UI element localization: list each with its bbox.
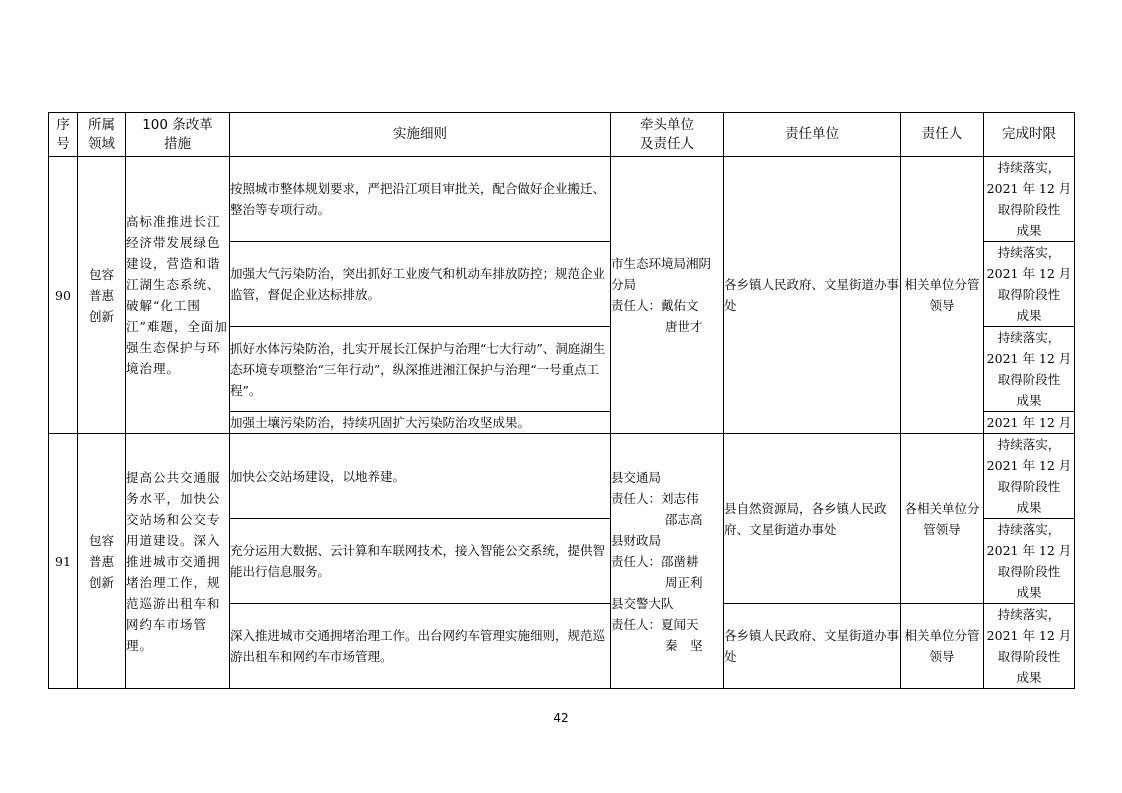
lead-unit [611, 434, 724, 689]
detail-item: 加快公交站场建设，以地养建。 [230, 434, 611, 519]
table-header-row [49, 113, 1075, 157]
row-number: 91 [49, 434, 78, 689]
deadline: 持续落实， 2021 年 12 月 取得阶段性 成果 [984, 519, 1075, 604]
row-measure: 高标准推进长江经济带发展绿色建设，营造和谐江湖生态系统、破解“化工围江”难题，全面加强生态保护与环境治理。 [126, 157, 230, 434]
responsible-person: 各相关单位分管领导 [901, 434, 984, 604]
responsible-unit: 各乡镇人民政府、文星街道办事处 [724, 157, 901, 434]
lead-label: 责任人： [611, 490, 662, 506]
header-domain: 所属 领域 [78, 113, 126, 157]
row-domain: 包容 普惠 创新 [78, 434, 126, 689]
header-measure: 100 条改革 措施 [126, 113, 230, 157]
deadline: 持续落实， 2021 年 12 月 取得阶段性 成果 [984, 327, 1075, 412]
lead-label: 责任人： [611, 553, 662, 569]
table-row [49, 157, 1075, 242]
detail-item: 按照城市整体规划要求，严把沿江项目审批关，配合做好企业搬迁、整治等专项行动。 [230, 157, 611, 242]
deadline: 持续落实， 2021 年 12 月 取得阶段性 成果 [984, 434, 1075, 519]
table-row [49, 434, 1075, 519]
header-deadline: 完成时限 [984, 113, 1075, 157]
row-measure: 提高公共交通服务水平，加快公交站场和公交专用道建设。深入推进城市交通拥堵治理工作，规范巡游出租车和网约车市场管理。 [126, 434, 230, 689]
header-unit: 责任单位 [724, 113, 901, 157]
lead-label: 责任人： [611, 616, 662, 632]
lead-org: 市生态环境局湘阴分局 [611, 256, 712, 292]
responsible-person: 相关单位分管领导 [901, 157, 984, 434]
detail-item: 充分运用大数据、云计算和车联网技术，接入智能公交系统，提供智能出行信息服务。 [230, 519, 611, 604]
responsible-person: 相关单位分管领导 [901, 604, 984, 689]
header-lead: 牵头单位 及责任人 [611, 113, 724, 157]
lead-name: 周正利 [665, 574, 703, 590]
lead-org: 县交警大队 [611, 595, 674, 611]
lead-name: 戴佑文 [661, 298, 699, 313]
detail-item: 加强大气污染防治，突出抓好工业废气和机动车排放防控；规范企业监管，督促企业达标排放。 [230, 242, 611, 327]
lead-name: 唐世才 [665, 319, 703, 334]
reform-measures-table [48, 112, 1075, 689]
page-number: 42 [553, 711, 569, 725]
row-domain: 包容 普惠 创新 [78, 157, 126, 434]
deadline: 持续落实， 2021 年 12 月 取得阶段性 成果 [984, 242, 1075, 327]
lead-name: 邵凿耕 [661, 553, 699, 569]
lead-label: 责任人： [611, 298, 662, 313]
detail-item: 抓好水体污染防治，扎实开展长江保护与治理“七大行动”、洞庭湖生态环境专项整治“三年行动”，纵深推进湘江保护与治理“一号重点工程”。 [230, 327, 611, 412]
deadline: 持续落实， 2021 年 12 月 取得阶段性 成果 [984, 157, 1075, 242]
responsible-unit: 县自然资源局，各乡镇人民政府、文星街道办事处 [724, 434, 901, 604]
lead-name: 邵志高 [665, 511, 703, 527]
lead-name: 刘志伟 [661, 490, 699, 506]
deadline: 2021 年 12 月 [984, 412, 1075, 434]
lead-org: 县财政局 [611, 532, 662, 548]
header-no: 序 号 [49, 113, 78, 157]
detail-item: 加强土壤污染防治，持续巩固扩大污染防治攻坚成果。 [230, 412, 611, 434]
deadline: 持续落实， 2021 年 12 月 取得阶段性 成果 [984, 604, 1075, 689]
lead-org: 县交通局 [611, 469, 662, 485]
lead-name: 夏闻天 [661, 616, 699, 632]
detail-item: 深入推进城市交通拥堵治理工作。出台网约车管理实施细则，规范巡游出租车和网约车市场管理。 [230, 604, 611, 689]
lead-unit [611, 157, 724, 434]
lead-name: 秦 坚 [665, 637, 703, 653]
responsible-unit: 各乡镇人民政府、文星街道办事处 [724, 604, 901, 689]
header-details: 实施细则 [230, 113, 611, 157]
row-number: 90 [49, 157, 78, 434]
header-person: 责任人 [901, 113, 984, 157]
